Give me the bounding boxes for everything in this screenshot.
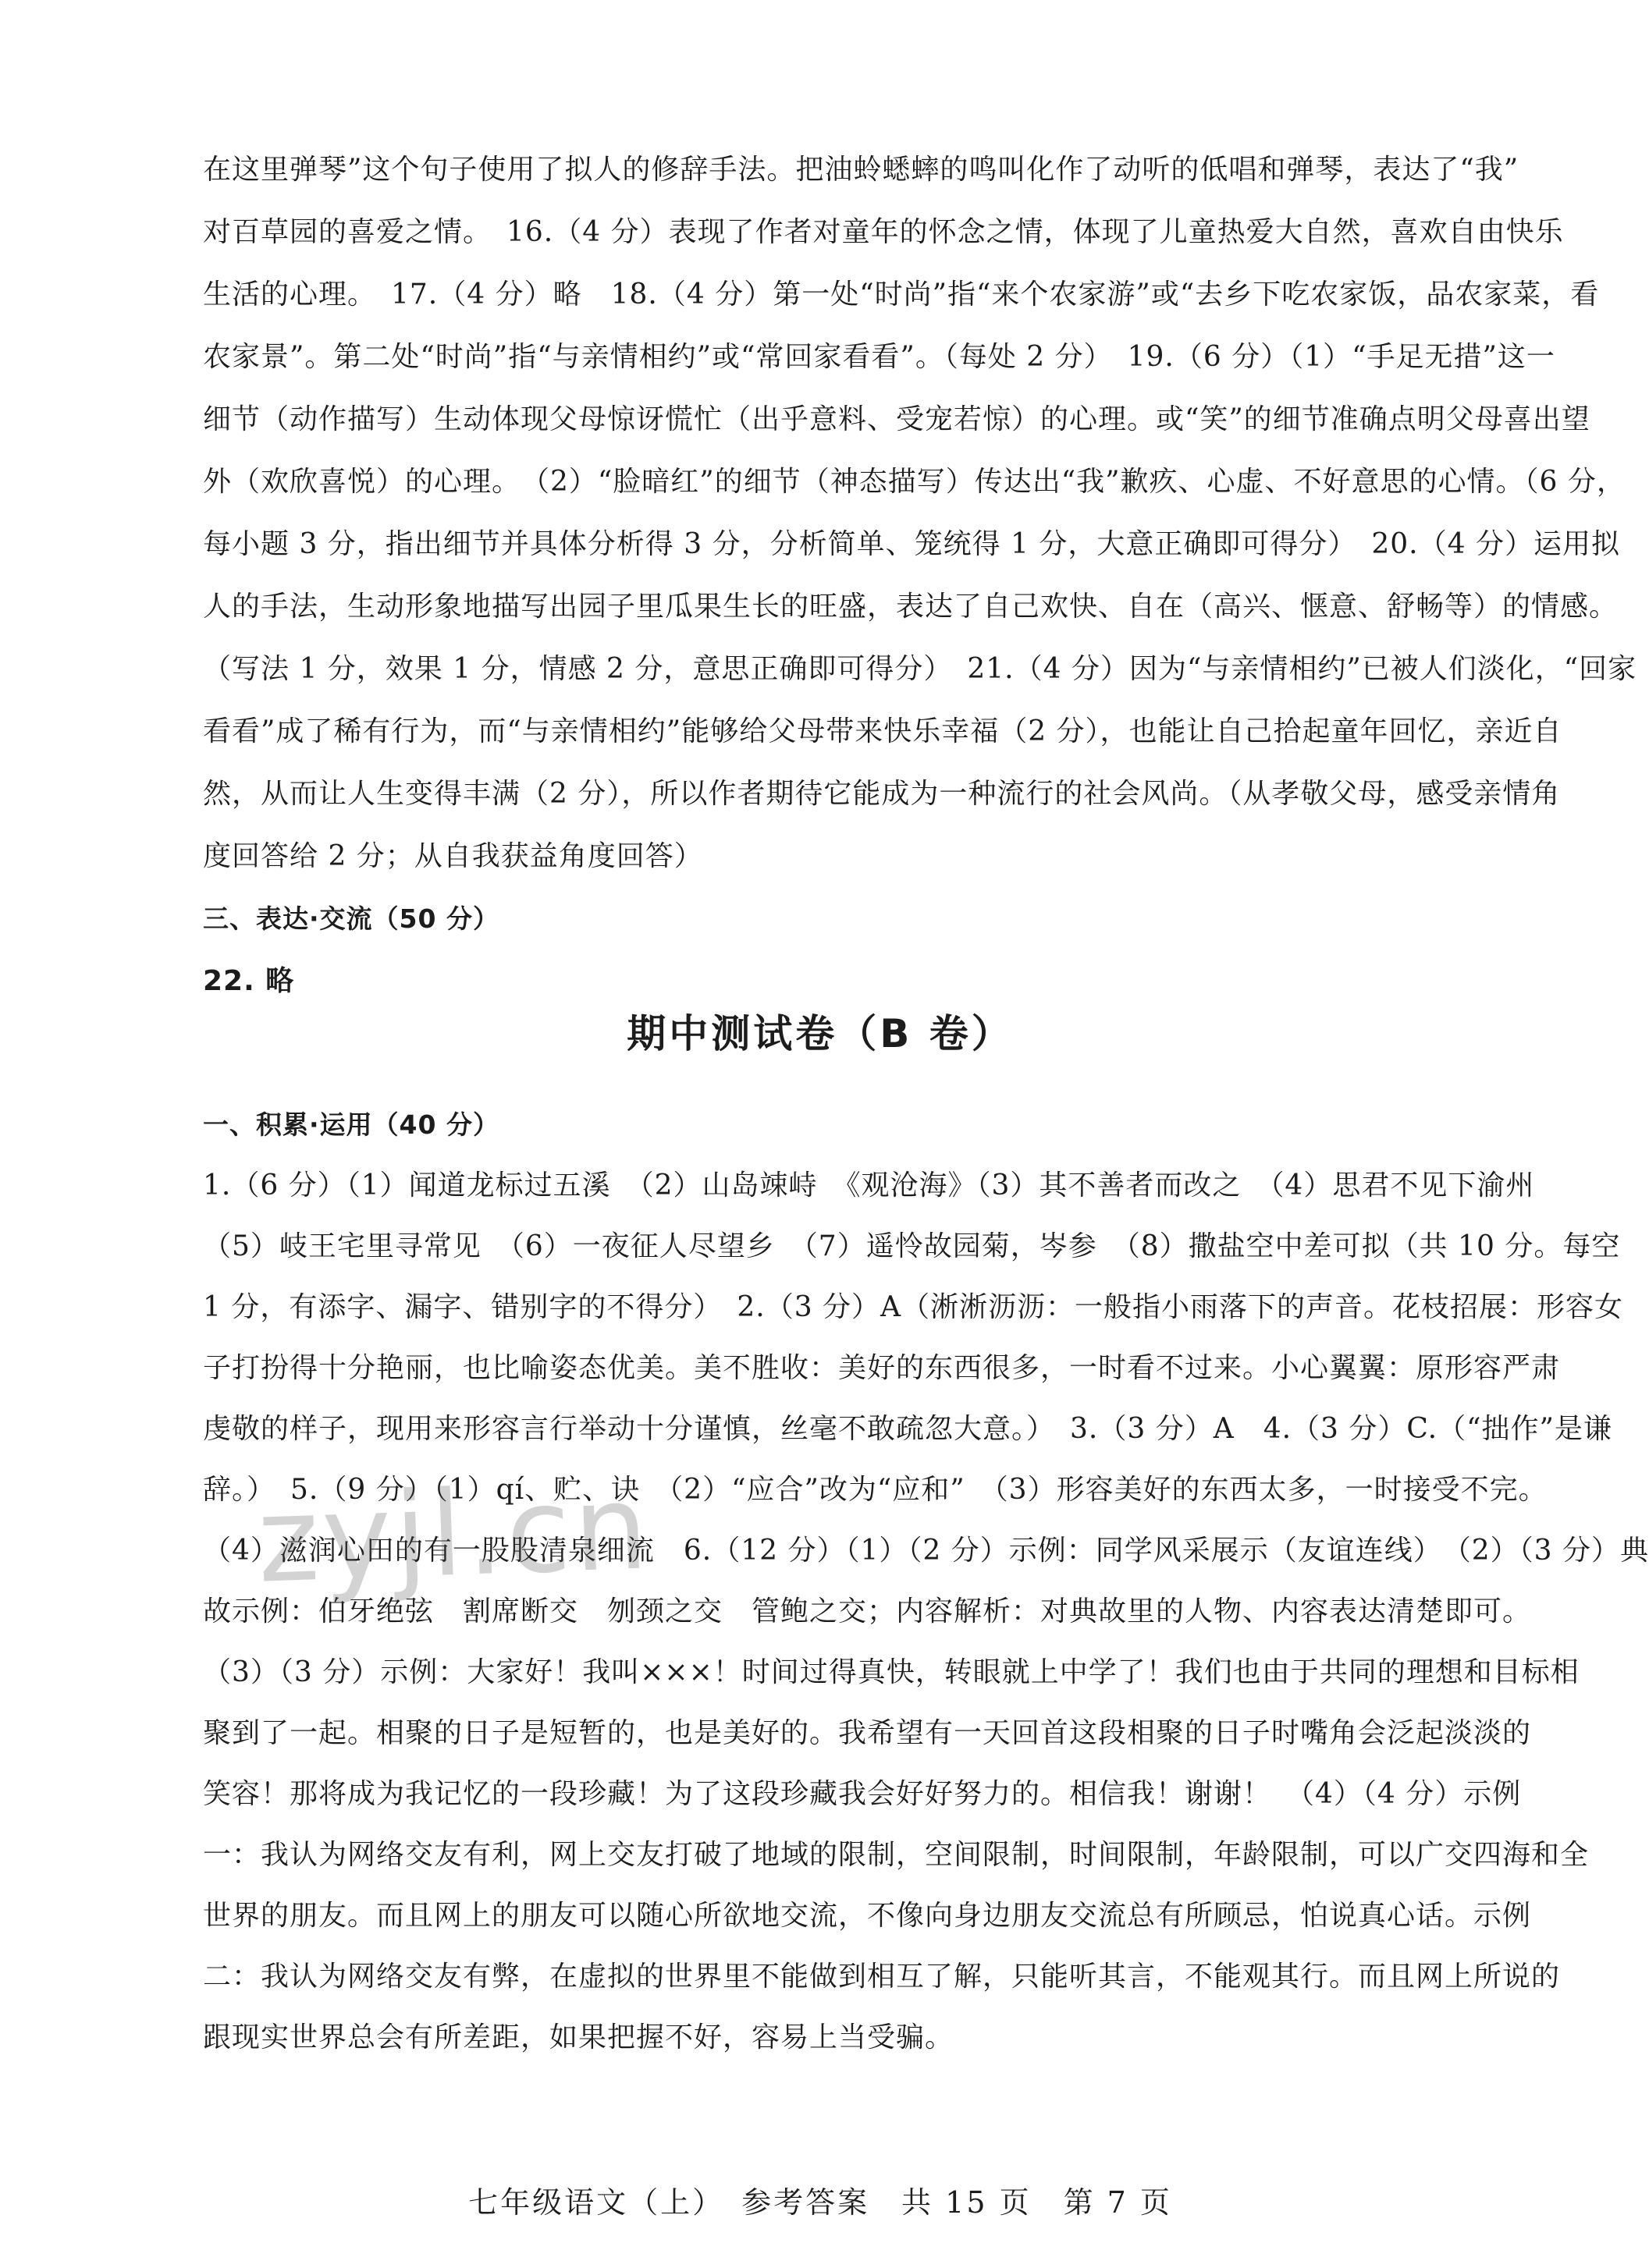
section-heading: 一、积累·运用（40 分）: [203, 1109, 499, 1140]
text-line: 二：我认为网络交友有弊，在虚拟的世界里不能做到相互了解，只能听其言，不能观其行。而且网上所说的: [203, 1961, 1561, 1993]
text-line: 然，从而让人生变得丰满（2 分），所以作者期待它能成为一种流行的社会风尚。（从孝敬父母，感受亲情角: [203, 778, 1561, 810]
text-line: （4）滋润心田的有一股股清泉细流 6.（12 分）（1）（2 分）示例：同学风采展示（友谊连线） （2）（3 分）典: [203, 1535, 1649, 1567]
text-line: 笑容！那将成为我记忆的一段珍藏！为了这段珍藏我会好好努力的。相信我！谢谢！ （4）（4 分）示例: [203, 1778, 1522, 1810]
text-line: 故示例：伯牙绝弦 割席断交 刎颈之交 管鲍之交；内容解析：对典故里的人物、内容表达清楚即可。: [203, 1595, 1532, 1627]
exam-title: 期中测试卷（B 卷）: [627, 1011, 1014, 1056]
text-line: 一：我认为网络交友有利，网上交友打破了地域的限制，空间限制，时间限制，年龄限制，可以广交四海和全: [203, 1839, 1590, 1871]
text-line: 细节（动作描写）生动体现父母惊讶慌忙（出乎意料、受宠若惊）的心理。或“笑”的细节准确点明父母喜出望: [203, 403, 1590, 435]
text-line: 1.（6 分）（1）闻道龙标过五溪 （2）山岛竦峙 《观沧海》（3）其不善者而改之 （4）思君不见下渝州: [203, 1169, 1535, 1201]
text-line: 每小题 3 分，指出细节并具体分析得 3 分，分析简单、笼统得 1 分，大意正确即可得分） 20.（4 分）运用拟: [203, 528, 1620, 560]
text-line: 聚到了一起。相聚的日子是短暂的，也是美好的。我希望有一天回首这段相聚的日子时嘴角会泛起淡淡的: [203, 1717, 1532, 1749]
text-line: 外（欢欣喜悦）的心理。 （2）“脸暗红”的细节（神态描写）传达出“我”歉疚、心虚、不好意思的心情。（6 分，: [203, 466, 1626, 498]
text-line: （3）（3 分）示例：大家好！我叫×××！时间过得真快，转眼就上中学了！我们也由于共同的理想和目标相: [203, 1656, 1580, 1688]
item-22: 22. 略: [203, 965, 295, 997]
section-heading: 三、表达·交流（50 分）: [203, 903, 499, 934]
text-line: 农家景”。第二处“时尚”指“与亲情相约”或“常回家看看”。（每处 2 分） 19.（6 分）（1）“手足无措”这一: [203, 341, 1555, 373]
text-line: 对百草园的喜爱之情。 16.（4 分）表现了作者对童年的怀念之情，体现了儿童热爱大自然，喜欢自由快乐: [203, 216, 1564, 248]
text-line: 度回答给 2 分；从自我获益角度回答）: [203, 840, 703, 872]
text-line: 人的手法，生动形象地描写出园子里瓜果生长的旺盛，表达了自己欢快、自在（高兴、惬意、舒畅等）的情感。: [203, 591, 1619, 623]
text-line: （5）岐王宅里寻常见 （6）一夜征人尽望乡 （7）遥怜故园菊，岑参 （8）撒盐空中差可拟（共 10 分。每空: [203, 1230, 1621, 1262]
text-line: 辞。） 5.（9 分）（1）qí、贮、诀 （2）“应合”改为“应和” （3）形容美好的东西太多，一时接受不完。: [203, 1474, 1548, 1506]
text-line: 在这里弹琴”这个句子使用了拟人的修辞手法。把油蛉蟋蟀的鸣叫化作了动听的低唱和弹琴，表达了“我”: [203, 154, 1519, 186]
text-line: 看看”成了稀有行为，而“与亲情相约”能够给父母带来快乐幸福（2 分），也能让自己拾起童年回忆，亲近自: [203, 715, 1562, 747]
text-line: 世界的朋友。而且网上的朋友可以随心所欲地交流，不像向身边朋友交流总有所顾忌，怕说真心话。示例: [203, 1900, 1532, 1932]
text-line: 跟现实世界总会有所差距，如果把握不好，容易上当受骗。: [203, 2021, 954, 2053]
text-line: 生活的心理。 17.（4 分）略 18.（4 分）第一处“时尚”指“来个农家游”或“去乡下吃农家饭，品农家菜，看: [203, 279, 1600, 311]
text-line: （写法 1 分，效果 1 分，情感 2 分，意思正确即可得分） 21.（4 分）因为“与亲情相约”已被人们淡化，“回家: [203, 653, 1637, 685]
text-line: 1 分，有添字、漏字、错别字的不得分） 2.（3 分）A（淅淅沥沥：一般指小雨落下的声音。花枝招展：形容女: [203, 1291, 1624, 1323]
watermark: zyjl.cn: [255, 1460, 653, 1610]
page-footer: 七年级语文（上） 参考答案 共 15 页 第 7 页: [468, 2185, 1172, 2220]
text-line: 虔敬的样子，现用来形容言行举动十分谨慎，丝毫不敢疏忽大意。） 3.（3 分）A 4.（3 分）C.（“拙作”是谦: [203, 1413, 1612, 1445]
text-line: 子打扮得十分艳丽，也比喻姿态优美。美不胜收：美好的东西很多，一时看不过来。小心翼翼：原形容严肃: [203, 1352, 1561, 1384]
